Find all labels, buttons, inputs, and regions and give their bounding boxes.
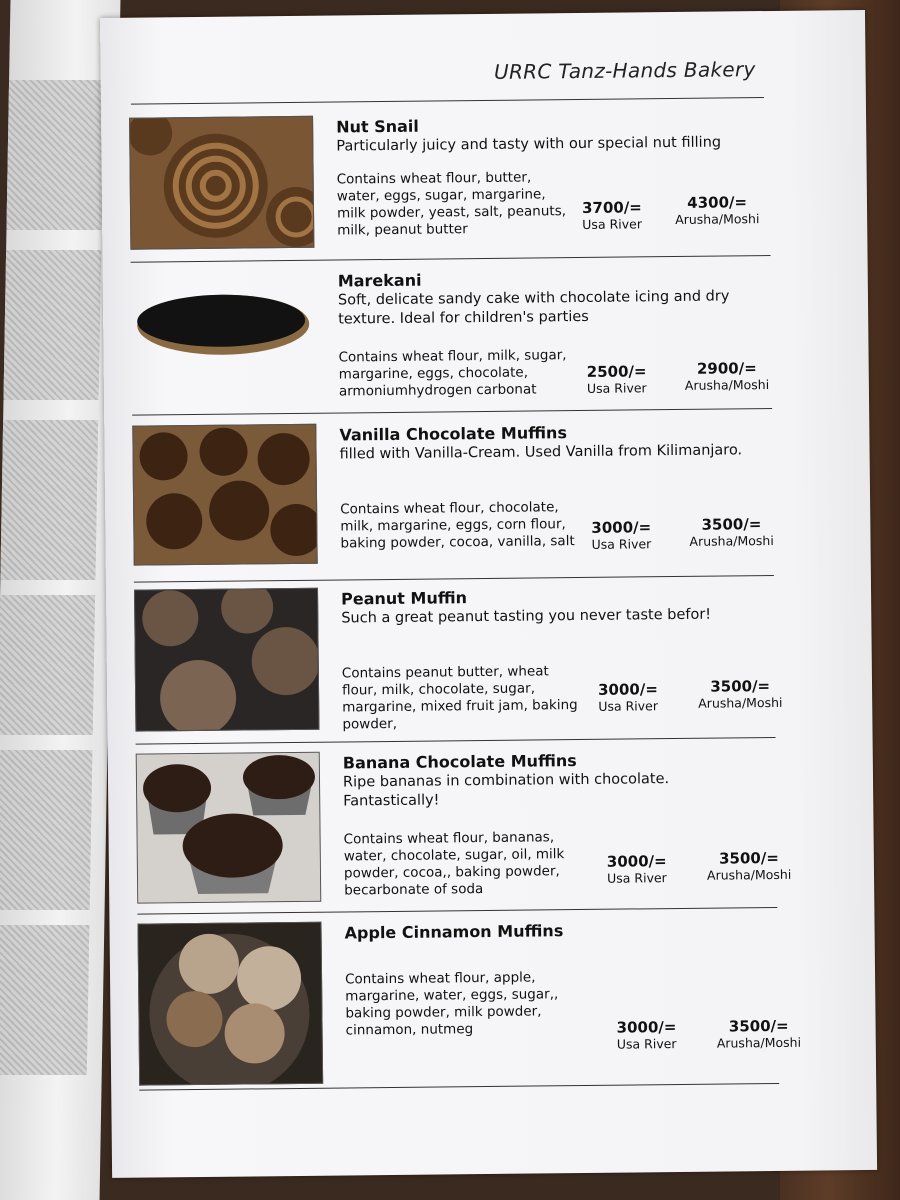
banana-chocolate-muffins-photo xyxy=(136,752,322,904)
item-description: Soft, delicate sandy cake with chocolate icing and dry texture. Ideal for children's parties xyxy=(337,288,730,328)
price-location: Usa River xyxy=(582,216,642,232)
menu-item-vanilla-chocolate-muffins xyxy=(132,419,774,586)
menu-item-peanut-muffin xyxy=(134,583,783,750)
price-value: 4300/= xyxy=(687,193,748,212)
price-location: Usa River xyxy=(591,536,652,552)
muffin-illustration xyxy=(138,923,322,1085)
price-arusha-moshi xyxy=(698,677,783,711)
price-location: Usa River xyxy=(616,1036,677,1052)
item-name: Marekani xyxy=(337,270,422,291)
item-name: Vanilla Chocolate Muffins xyxy=(339,423,568,445)
item-description: filled with Vanilla-Cream. Used Vanilla from Kilimanjaro. xyxy=(339,442,743,463)
nut-snail-illustration xyxy=(130,117,313,249)
price-arusha-moshi xyxy=(685,359,770,393)
muffin-illustration xyxy=(137,753,321,903)
price-value: 2900/= xyxy=(696,359,757,378)
nut-snail-photo xyxy=(129,116,314,250)
vanilla-chocolate-muffins-photo xyxy=(132,424,317,566)
item-ingredients: Contains wheat flour, chocolate, milk, margarine, eggs, corn flour, baking powder, cocoa, vanilla, salt xyxy=(340,499,575,552)
price-location: Arusha/Moshi xyxy=(698,694,783,711)
price-arusha-moshi xyxy=(689,515,774,549)
item-description: Ripe bananas in combination with chocolate. Fantastically! xyxy=(342,771,670,810)
header-divider xyxy=(131,97,764,105)
price-value: 2500/= xyxy=(586,362,647,381)
price-arusha-moshi xyxy=(717,1017,802,1051)
marekani-illustration xyxy=(131,270,314,372)
muffin-illustration xyxy=(135,589,318,731)
marekani-photo xyxy=(131,270,314,372)
price-location: Arusha/Moshi xyxy=(675,211,760,227)
price-value: 3500/= xyxy=(701,515,762,534)
menu-page xyxy=(100,10,877,1178)
price-value: 3500/= xyxy=(718,848,779,868)
apple-cinnamon-muffins-photo xyxy=(137,922,323,1086)
menu-item-marekani xyxy=(131,265,773,422)
price-value: 3000/= xyxy=(616,1018,677,1037)
item-ingredients: Contains wheat flour, bananas, water, chocolate, sugar, oil, milk powder, cocoa,, baking powder, becarbonate of soda xyxy=(343,829,565,899)
price-location: Arusha/Moshi xyxy=(706,866,792,883)
menu-item-apple-cinnamon-muffins xyxy=(137,917,802,1094)
price-value: 3500/= xyxy=(710,677,771,696)
item-ingredients: Contains wheat flour, butter, water, eggs, sugar, margarine, milk powder, yeast, salt, peanuts, milk, peanut butter xyxy=(336,169,567,239)
price-usa-river xyxy=(598,680,658,714)
price-location: Usa River xyxy=(586,380,647,396)
previous-page-photo xyxy=(0,750,92,910)
item-name: Banana Chocolate Muffins xyxy=(342,751,577,773)
previous-page-photo xyxy=(3,250,101,400)
price-location: Arusha/Moshi xyxy=(684,377,770,393)
item-ingredients: Contains wheat flour, apple, margarine, water, eggs, sugar,, baking powder, milk powder, cinnamon, nutmeg xyxy=(344,969,559,1039)
item-name: Nut Snail xyxy=(336,116,419,137)
price-value: 3000/= xyxy=(597,680,658,699)
item-divider xyxy=(137,907,777,915)
menu-item-banana-chocolate-muffins xyxy=(136,747,792,919)
item-ingredients: Contains wheat flour, milk, sugar, margarine, eggs, chocolate, armoniumhydrogen carbonat xyxy=(338,347,567,400)
price-location: Usa River xyxy=(598,698,659,714)
menu-item-nut-snail xyxy=(129,111,771,268)
price-usa-river xyxy=(587,362,647,396)
previous-page-photo xyxy=(6,80,104,230)
item-name: Peanut Muffin xyxy=(340,588,468,609)
price-value: 3700/= xyxy=(581,198,642,217)
price-usa-river xyxy=(582,198,642,232)
bakery-title: URRC Tanz-Hands Bakery xyxy=(493,57,756,84)
price-location: Arusha/Moshi xyxy=(716,1034,802,1051)
price-usa-river xyxy=(617,1018,677,1052)
price-usa-river xyxy=(591,518,651,552)
previous-page-photo xyxy=(0,925,89,1075)
item-description: Particularly juicy and tasty with our special nut filling xyxy=(336,134,722,155)
price-arusha-moshi xyxy=(675,193,760,227)
price-value: 3000/= xyxy=(591,518,652,537)
price-value: 3500/= xyxy=(728,1016,789,1036)
price-location: Arusha/Moshi xyxy=(689,532,774,549)
peanut-muffin-photo xyxy=(134,588,319,732)
item-divider xyxy=(132,408,772,416)
price-usa-river xyxy=(607,852,667,886)
price-arusha-moshi xyxy=(707,849,792,883)
item-ingredients: Contains peanut butter, wheat flour, milk, chocolate, sugar, margarine, mixed fruit jam, baking powder, xyxy=(341,663,578,733)
item-description: Such a great peanut tasting you never taste befor! xyxy=(341,606,712,627)
previous-page-photo xyxy=(0,420,98,580)
item-divider xyxy=(134,575,774,583)
price-value: 3000/= xyxy=(606,852,667,871)
item-divider xyxy=(131,255,771,263)
muffin-illustration xyxy=(133,425,316,565)
price-location: Usa River xyxy=(607,870,667,886)
item-divider xyxy=(136,737,776,745)
item-name: Apple Cinnamon Muffins xyxy=(344,921,564,943)
previous-page-photo xyxy=(0,595,95,735)
